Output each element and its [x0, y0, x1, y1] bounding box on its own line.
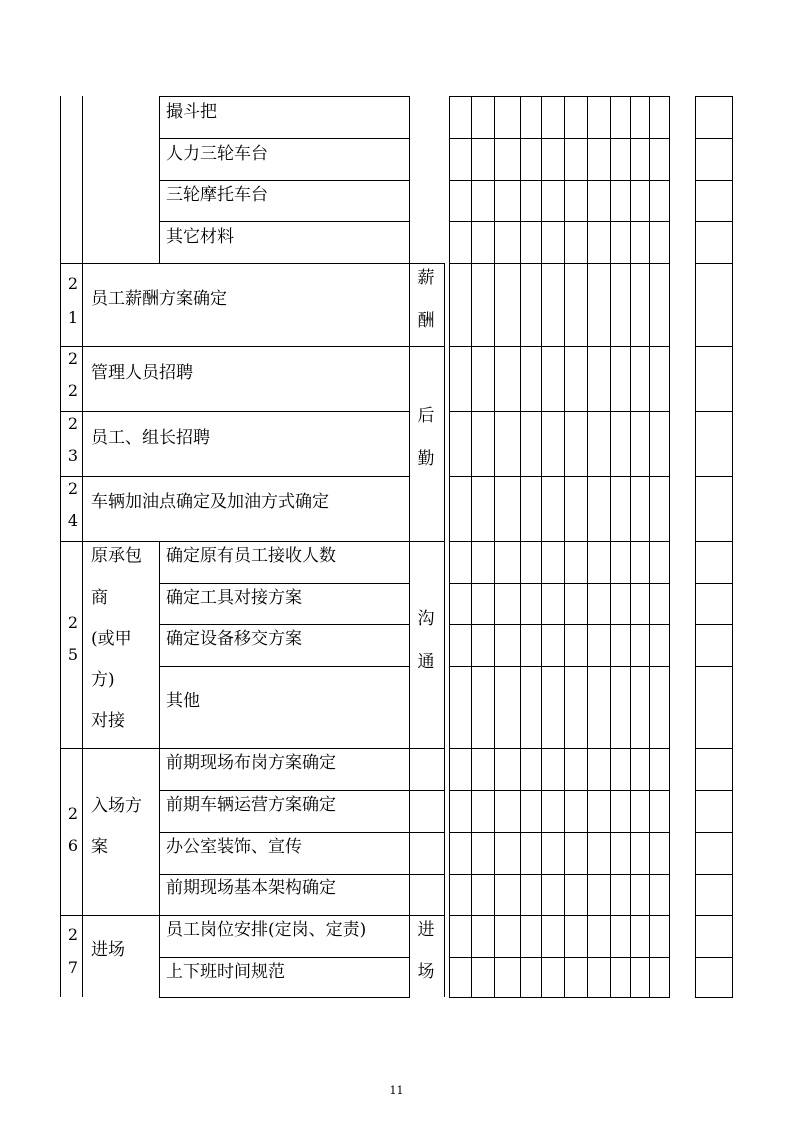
row-number-digit: 6 — [67, 836, 79, 855]
row-number-digit: 2 — [67, 274, 79, 293]
item-cell: 前期现场布岗方案确定 — [166, 753, 336, 773]
item-cell: 确定设备移交方案 — [166, 629, 302, 649]
item-cell: 员工、组长招聘 — [91, 428, 210, 448]
group-label-line: (或甲 — [91, 629, 132, 649]
item-cell: 前期车辆运营方案确定 — [166, 795, 336, 815]
row-number-digit: 2 — [67, 349, 79, 368]
item-cell: 办公室装饰、宣传 — [166, 837, 302, 857]
category-char: 沟 — [417, 609, 435, 629]
group-label-line: 进场 — [91, 940, 125, 960]
category-char: 进 — [417, 920, 435, 940]
row-number-digit: 1 — [67, 308, 79, 327]
item-cell: 人力三轮车台 — [166, 144, 268, 164]
item-cell: 员工岗位安排(定岗、定责) — [166, 920, 367, 940]
item-cell: 上下班时间规范 — [166, 962, 285, 982]
page-number: 11 — [389, 1084, 404, 1097]
item-cell: 撮斗把 — [166, 102, 217, 122]
group-label-line: 商 — [91, 588, 108, 608]
row-number-digit: 2 — [67, 479, 79, 498]
row-number-digit: 2 — [67, 381, 79, 400]
item-cell: 确定原有员工接收人数 — [166, 546, 336, 566]
item-cell: 员工薪酬方案确定 — [91, 289, 227, 309]
category-char: 薪 — [417, 268, 435, 288]
row-number-digit: 5 — [67, 645, 79, 664]
item-cell: 三轮摩托车台 — [166, 185, 268, 205]
category-char: 通 — [417, 652, 435, 672]
category-char: 酬 — [417, 311, 435, 331]
group-label-line: 对接 — [91, 711, 125, 731]
item-cell: 前期现场基本架构确定 — [166, 878, 336, 898]
item-cell: 车辆加油点确定及加油方式确定 — [91, 492, 329, 512]
category-char: 勤 — [417, 449, 435, 469]
row-number-digit: 7 — [67, 958, 79, 977]
item-cell: 其他 — [166, 691, 200, 711]
category-char: 场 — [417, 962, 435, 982]
group-label-line: 入场方 — [91, 796, 142, 816]
row-number-digit: 2 — [67, 414, 79, 433]
item-cell: 管理人员招聘 — [91, 363, 193, 383]
row-number-digit: 2 — [67, 613, 79, 632]
row-number-digit: 2 — [67, 804, 79, 823]
row-number-digit: 2 — [67, 925, 79, 944]
item-cell: 其它材料 — [166, 227, 234, 247]
group-label-line: 方) — [91, 670, 115, 690]
row-number-digit: 3 — [67, 446, 79, 465]
group-label-line: 原承包 — [91, 546, 142, 566]
group-label-line: 案 — [91, 837, 108, 857]
row-number-digit: 4 — [67, 511, 79, 530]
category-char: 后 — [417, 406, 435, 426]
item-cell: 确定工具对接方案 — [166, 588, 302, 608]
